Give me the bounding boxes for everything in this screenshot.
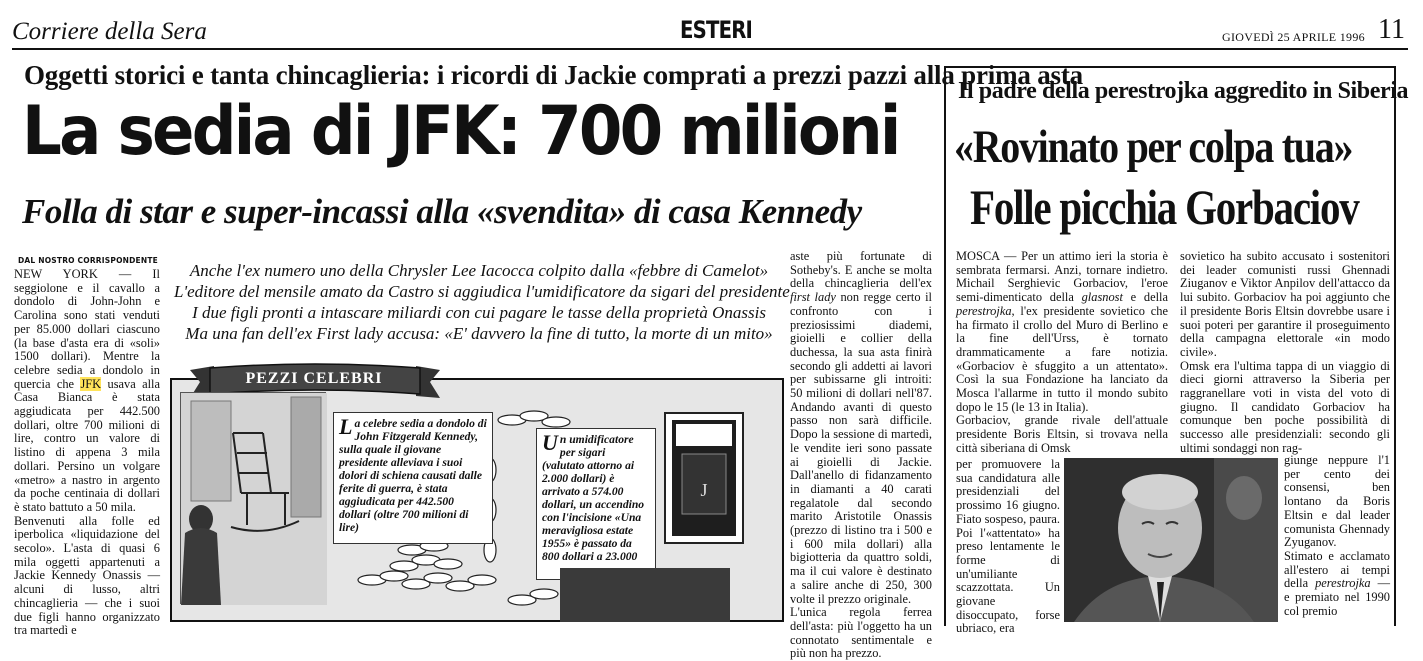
deck-line: Anche l'ex numero uno della Chrysler Lee Iacocca colpito dalla «febbre di Camelot» [189,261,769,280]
paragraph: Gorbaciov, grande rivale dell'attuale presidente Boris Eltsin, si trovava nella città siberiana di Omsk [956,413,1168,455]
newspaper-name: Corriere della Sera [12,18,207,45]
caption-text: a celebre sedia a dondolo di John Fitzgerald Kennedy, sulla quale il giovane presidente alleviava i suoi dolori di schiena causati dalle ferite di guerra, è stata aggiudicata per 442.500 dollari (oltre 700 milioni di lire) [339,417,487,534]
paragraph [790,250,932,606]
paragraph-text: Stimato e acclamato all'estero ai tempi della [1284,548,1390,591]
article-subhead: Folla di star e super-incassi alla «svendita» di casa Kennedy [22,192,862,231]
page-number: 11 [1378,14,1405,45]
section-title: ESTERI [680,16,753,44]
byline: DAL NOSTRO CORRISPONDENTE [18,256,158,265]
paragraph: Benvenuti alla folle ed iperbolica «liquidazione del secolo». L'asta di quasi 6 mila oggetti appartenuti a Jackie Kennedy Onassis — alcuni di lusso, altri chincaglieria — che i suoi due figli hanno organizzato tra martedì e [14,513,160,638]
paragraph-text: , l'ex presidente sovietico che ha firmato il crollo del Muro di Berlino e la fine dell'Urss, è tornato drammaticamente a fare notizia. «Gorbaciov è sfuggito a un attentato». Così la sua Fondazione ha lanciato da Mosca l'allarme in tutto il mondo subito dopo le 15 (le 13 in Italia). [956,303,1168,414]
masthead [12,14,1412,48]
issue-date: GIOVEDÌ 25 APRILE 1996 [1222,30,1365,44]
gorbachev-photo [1064,458,1278,622]
masthead-rule [12,48,1408,50]
paragraph: sovietico ha subito accusato i sostenitori dei leader comunisti russi Ghennadi Ziuganov e Viktor Anpilov dell'attacco da lui subito. Gorbaciov ha poi aggiunto che il presidente Boris Eltsin dovrebbe usare i suoi poteri per garantire il proseguimento della campagna elettorale «in modo civile». [1180,249,1390,359]
sidebar-column-2-continued [1284,454,1390,620]
paragraph [956,250,1168,414]
sidebar-headline-quote: «Rovinato per colpa tua» [954,121,1353,173]
paragraph-text: usava alla Casa Bianca è stata aggiudicata per 442.500 dollari, oltre 700 milioni di lire, contro un valore di listino di appena 3 mila dollari. Persino un volgare «metro» a nastro in argento da poche centinaia di dollari è stato battuto a 50 mila. [14,376,160,514]
article-column-2 [790,249,932,661]
caption-text: n umidificatore per sigari (valutato attorno ai 2.000 dollari) è arrivato a 574.00 dollari, un accendino con l'incisione «Una meravigliosa estate 1955» è passato da 800 dollari a 23.000 [542,433,645,563]
italic-term: glasnost [1081,290,1123,305]
humidor-monogram: J [700,480,708,500]
portrait-illustration [1064,458,1278,622]
italic-term: perestrojka [1315,576,1371,591]
paragraph-text: — e premiato nel 1990 col premio [1284,576,1390,618]
article-column-1 [14,267,160,638]
article-headline: La sedia di JFK: 700 milioni [22,92,899,171]
article-kicker: Oggetti storici e tanta chincaglieria: i ricordi di Jackie comprati a prezzi pazzi alla prima asta [24,60,1083,90]
banner-title: PEZZI CELEBRI [245,370,383,387]
sidebar-column-1-continued: per promuovere la sua candidatura alle presidenziali del prossimo 16 giugno. Fiato sospeso, paura. Poi l'«attentato» ha preso lentamente le forme di un'umiliante scazzottata. Un giovane disoccupato, forse ubriaco, era [956,457,1060,636]
paragraph-text: e della [1122,290,1168,305]
paragraph: giunge neppure l'1 per cento dei consensi, ben lontano da Boris Eltsin e dal leader comunista Ghennady Zyuganov. [1284,453,1390,550]
paragraph-text: NEW YORK — Il seggiolone e il cavallo a dondolo di John-John e Carolina sono stati venduti per 85.000 dollari ciascuno (la base d'asta era di «soli» 1500 dollari). Mentre la celebre sedia a dondolo in quercia che [14,267,160,391]
paragraph-text: non regge certo il confronto con i preziosissimi diademi, gioielli e collier della duchessa, la sua asta finirà secondo gli addetti ai lavori per subissarne gli introiti: 50 milioni di dollari nell'87. Andando avanti di questo passo non sarà difficile. Dopo la sessione di martedì, le vendite ieri sono passate ai gioielli di Jackie. Dall'anello di fidanzamento in diamanti a 40 carati regalatole dal secondo marito Aristotile Onassis (prezzo di listino tra i 500 e i 600 mila dollari) alla bigiotteria da quattro soldi, ma il cui valore è destinato a salire anche di 250, 300 volte il prezzo originale. [790,290,932,606]
summary-decks [174,260,790,344]
caption-rocking-chair [333,412,493,544]
caption-humidor [536,428,656,580]
sidebar-column-1 [956,250,1168,458]
italic-term: perestrojka [956,303,1012,318]
drop-cap: L [339,414,353,439]
deck-line: I due figli pronti a intascare miliardi con cui pagare le tasse della proprietà Onassis [192,303,766,322]
deck-line: L'editore del mensile amato da Castro si aggiudica l'umidificatore da sigari del presidente [174,282,790,301]
highlighted-term: JFK [80,376,102,391]
sidebar-column-2 [1180,250,1390,454]
paragraph: Omsk era l'ultima tappa di un viaggio di dieci giorni attraverso la Siberia per raggranellare voti in vista del voto di giugno. Il candidato Gorbaciov ha comunque ben poche possibilità di successo alle presidenziali: secondo gli ultimi sondaggi non rag- [1180,358,1390,455]
rocking-chair-illustration [181,393,327,605]
italic-term: first lady [790,290,836,305]
deck-line: Ma una fan dell'ex First lady accusa: «E' davvero la fine di tutto, la morte di un mito» [185,324,773,343]
paragraph-text: MOSCA — Per un attimo ieri la storia è sembrata fermarsi. Anzi, tornare indietro. Michail Serghievic Gorbaciov, l'eroe semi-dimenticato della [956,249,1168,305]
humidor-illustration [664,412,744,544]
rocking-chair-photo [180,392,326,604]
paragraph [1284,550,1390,619]
box-illustration [560,568,730,622]
paragraph [14,268,160,515]
humidor-drawing [666,414,742,542]
drop-cap: U [542,430,558,455]
sidebar-kicker: Il padre della perestrojka aggredito in Siberia [958,78,1409,104]
paragraph-text: aste più fortunate di Sotheby's. E anche se molta della chincaglieria dell'ex [790,249,932,291]
sidebar-headline: Folle picchia Gorbaciov [970,179,1359,235]
paragraph: L'unica regola ferrea dell'asta: più l'oggetto ha un connotato sentimentale e più non ha prezzo. [790,605,932,661]
